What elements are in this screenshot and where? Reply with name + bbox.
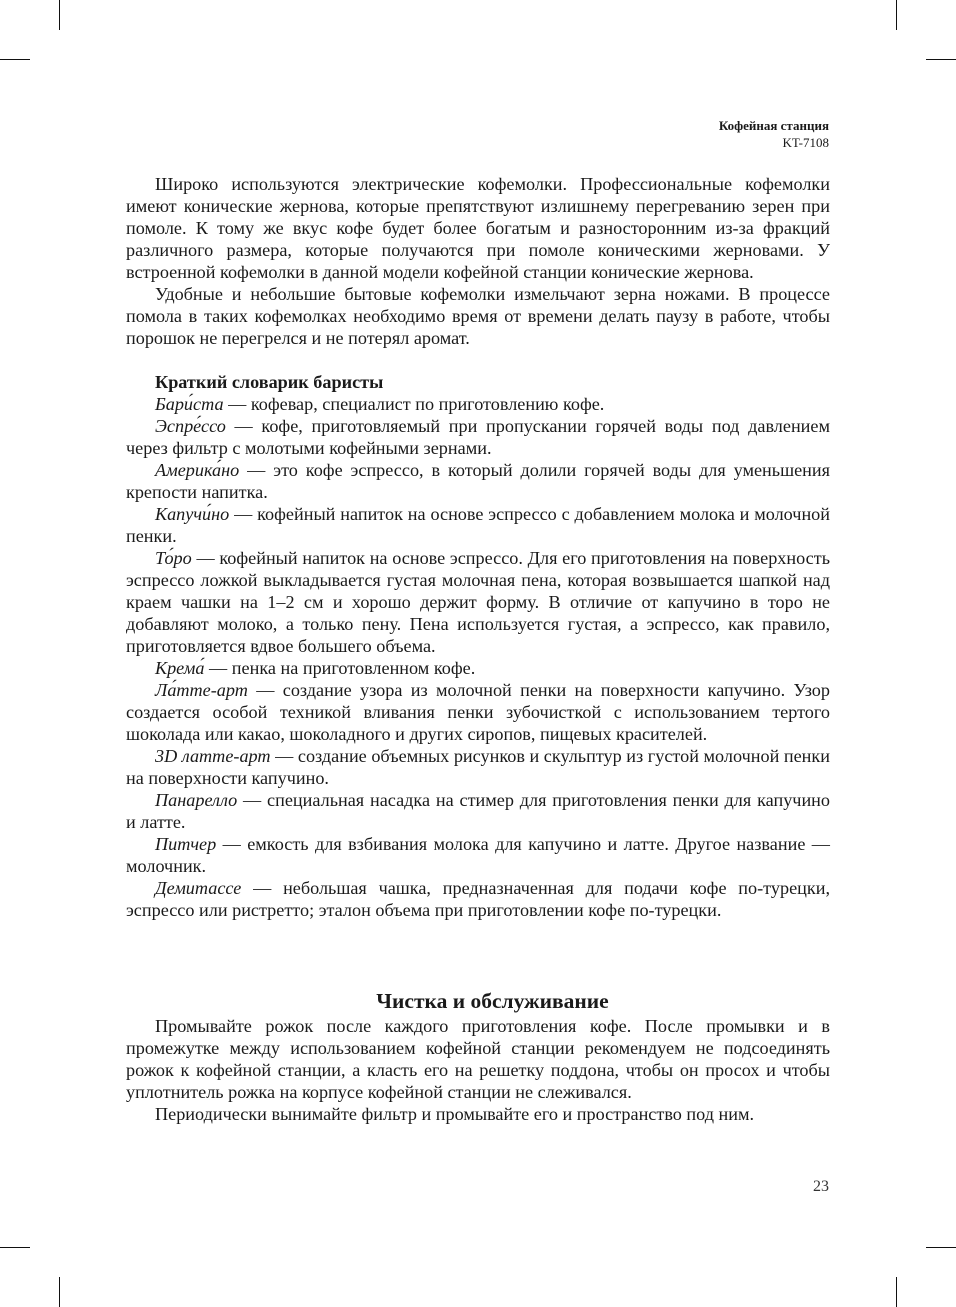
section-title-cleaning: Чистка и обслуживание [376, 989, 609, 1013]
glossary-entry [126, 745, 830, 789]
intro-paragraph-1: Широко используются электрические кофемолки. Профессиональные кофемолки имеют конические жернова, которые препятствуют излишнему перегреванию зерен при помоле. К тому же вкус кофе будет более богатым и разносторонним из-за фракций различного размера, которые получаются при помоле коническими жерновами. У встроенной кофемолки в данной модели кофейной станции конические жернова. [126, 174, 830, 282]
header-model: KT-7108 [782, 135, 829, 150]
glossary-definition: — специальная насадка на стимер для приготовления пенки для капучино и латте. [126, 790, 830, 832]
glossary-entry [126, 789, 830, 833]
glossary-term: То́ро [155, 548, 192, 568]
glossary-term: Капучи́но [155, 504, 230, 524]
crop-mark-bottom-right-h [926, 1247, 956, 1248]
glossary-entry [126, 877, 830, 921]
glossary-term: Бари́ста [155, 394, 224, 414]
header-title: Кофейная станция [718, 118, 829, 133]
intro-paragraph-2: Удобные и небольшие бытовые кофемолки измельчают зерна ножами. В процессе помола в таких кофемолках необходимо время от времени делать паузу в работе, чтобы порошок не перегрелся и не потерял аромат. [126, 284, 830, 348]
glossary-definition: — кофейный напиток на основе эспрессо. Для его приготовления на поверхность эспрессо ложкой выкладывается густая молочная пена, которая возвышается шапкой над краем чашки на 1–2 см и хорошо держит форму. В отличие от капучино в торо не добавляют молоко, а только пену. Пена используется густая, а эспрессо, как правило, приготовляется вдвое большего объема. [126, 548, 830, 656]
glossary-term: Ла́тте-арт [155, 680, 248, 700]
glossary-definition: — кофейный напиток на основе эспрессо с добавлением молока и молочной пенки. [126, 504, 830, 546]
glossary-term: Крема́ [155, 658, 205, 678]
glossary-entry [126, 547, 830, 657]
crop-mark-bottom-right-v [896, 1277, 897, 1307]
glossary-definition: — пенка на приготовленном кофе. [204, 658, 476, 678]
glossary-definition: — емкость для взбивания молока для капучино и латте. Другое название — молочник. [126, 834, 830, 876]
cleaning-paragraph-2: Периодически вынимайте фильтр и промывайте его и пространство под ним. [155, 1104, 755, 1124]
crop-mark-bottom-left-v [59, 1277, 60, 1307]
glossary-definition: — кофевар, специалист по приготовлению кофе. [223, 394, 605, 414]
page-number: 23 [813, 1178, 829, 1195]
crop-mark-top-left-v [59, 0, 60, 30]
running-header [719, 117, 829, 151]
glossary-entry [126, 459, 830, 503]
glossary-term: Демитассе [155, 878, 242, 898]
crop-mark-top-right-v [896, 0, 897, 30]
glossary-definition: — кофе, приготовляемый при пропускании горячей воды под давлением через фильтр с молотыми кофейными зернами. [126, 416, 830, 458]
glossary-entry [126, 679, 830, 745]
page-content [126, 173, 830, 1125]
crop-mark-top-left-h [0, 59, 30, 60]
cleaning-paragraph-1: Промывайте рожок после каждого приготовления кофе. После промывки и в промежутке между использованием кофейной станции рекомендуем не подсоединять рожок к кофейной станции, а класть его на решетку поддона, чтобы он просох и чтобы уплотнитель рожка на корпусе кофейной станции не слеживался. [126, 1016, 830, 1102]
glossary-term: 3D латте-арт [155, 746, 271, 766]
glossary-entry [126, 393, 830, 415]
glossary-term: Эспре́ссо [155, 416, 226, 436]
glossary-title: Краткий словарик баристы [155, 372, 384, 392]
glossary-term: Питчер [155, 834, 217, 854]
glossary-term: Панарелло [155, 790, 238, 810]
crop-mark-top-right-h [926, 59, 956, 60]
glossary-definition: — это кофе эспрессо, в который долили горячей воды для уменьшения крепости напитка. [126, 460, 830, 502]
glossary-entry [126, 833, 830, 877]
glossary-definition: — небольшая чашка, предназначенная для подачи кофе по-турецки, эспрессо или ристретто; эталон объема при приготовлении кофе по-турецки. [126, 878, 830, 920]
glossary-term: Америка́но [155, 460, 240, 480]
crop-mark-bottom-left-h [0, 1247, 30, 1248]
glossary-definition: — создание узора из молочной пенки на поверхности капучино. Узор создается особой техникой вливания пенки зубочисткой с использованием тертого шоколада или какао, шоколадного и других сиропов, пищевых красителей. [126, 680, 830, 744]
glossary-entry [126, 415, 830, 459]
glossary-entry [126, 657, 830, 679]
glossary-entry [126, 503, 830, 547]
glossary-definition: — создание объемных рисунков и скульптур из густой молочной пенки на поверхности капучино. [126, 746, 830, 788]
